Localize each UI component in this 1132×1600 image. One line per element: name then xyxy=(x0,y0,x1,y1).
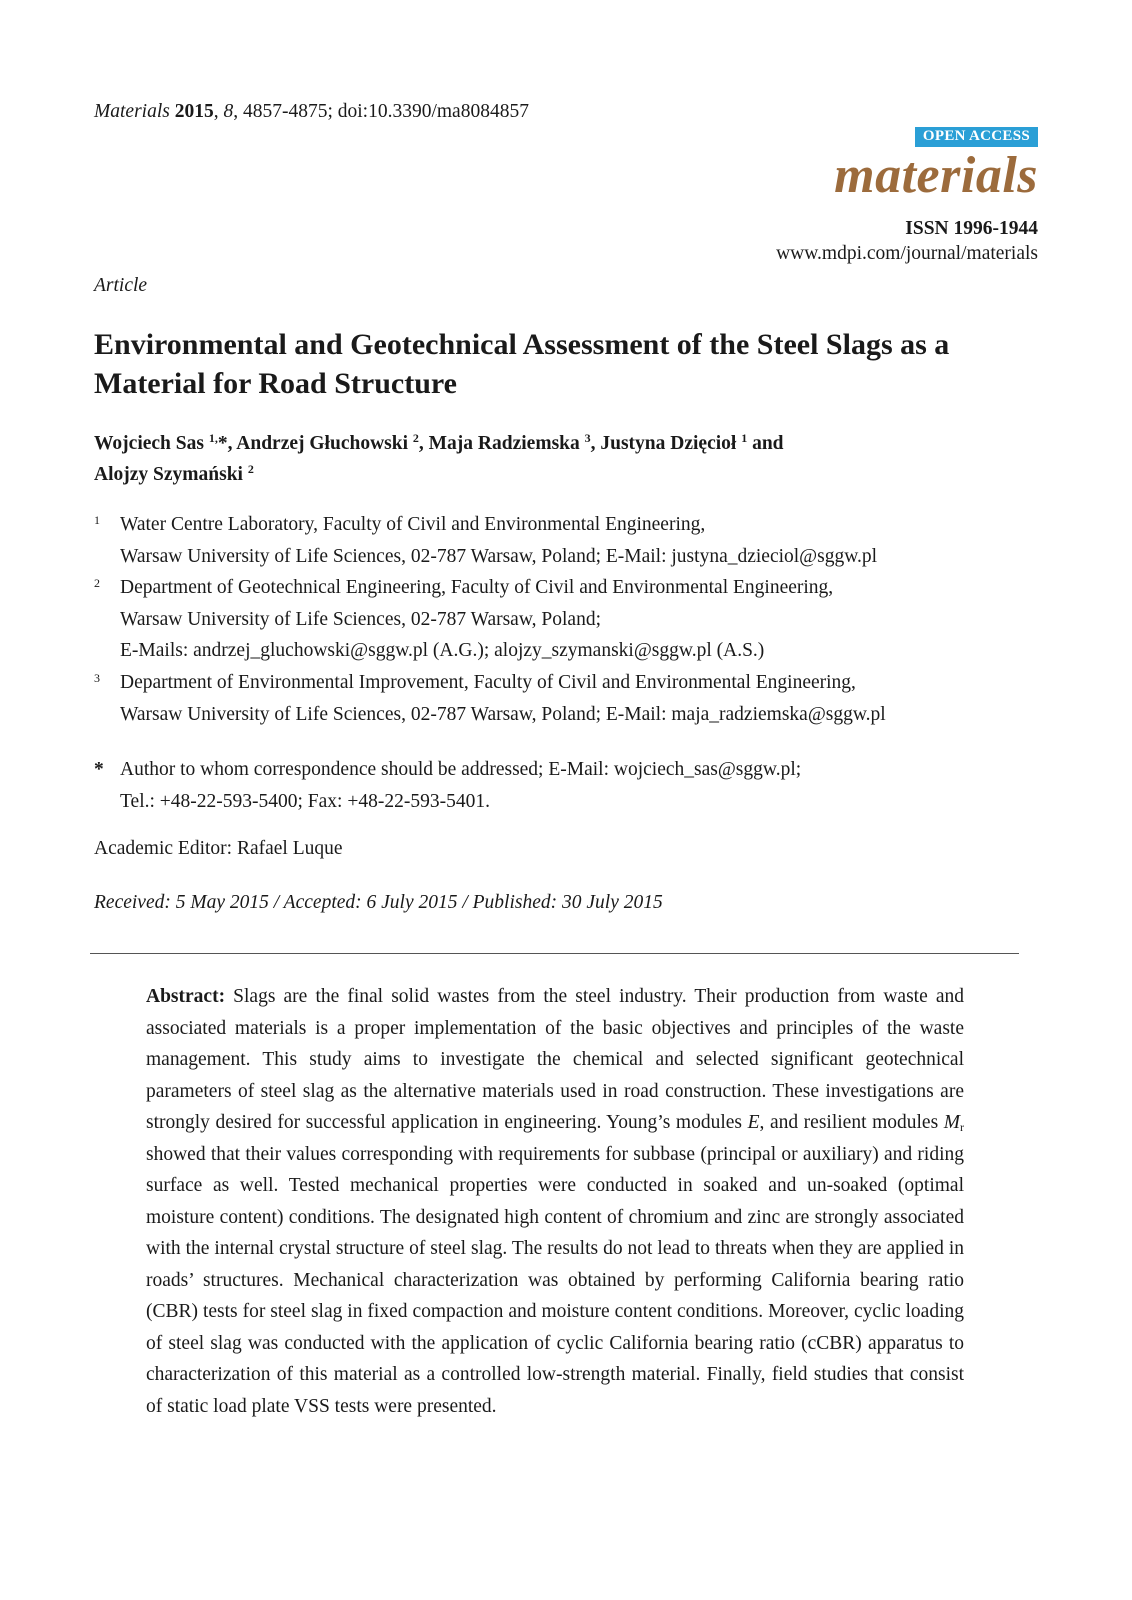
issn: ISSN 1996-1944 xyxy=(905,218,1038,239)
open-access-badge: OPEN ACCESS xyxy=(915,127,1038,147)
abstract-text: Slags are the final solid wastes from the steel industry. Their production from waste and associated materials is a proper implementation of the basic objectives and principles of the waste management. This study aims to investigate the chemical and selected significant geotechnical parameters of steel slag as the alternative materials used in road construction. These investigations are strongly desired for successful application in engineering. Young’s modules xyxy=(146,986,964,1133)
article-type: Article xyxy=(94,275,148,296)
affiliation-line: Warsaw University of Life Sciences, 02-787 Warsaw, Poland; xyxy=(120,608,601,630)
journal-url[interactable]: www.mdpi.com/journal/materials xyxy=(776,243,1038,264)
citation-line: Materials 2015, 8, 4857-4875; doi:10.3390/ma8084857 xyxy=(94,101,529,122)
section-divider xyxy=(90,953,1019,954)
author-affiliation-mark: 3 xyxy=(584,431,591,445)
author-affiliation-mark: 1 xyxy=(741,431,748,445)
affiliation-number: 3 xyxy=(94,671,100,685)
author-name: Maja Radziemska xyxy=(428,433,580,454)
affiliation-1 xyxy=(94,509,1054,572)
affiliation-line: Warsaw University of Life Sciences, 02-787 Warsaw, Poland; E-Mail: justyna_dzieciol@sggw.pl xyxy=(120,545,878,567)
publication-dates: Received: 5 May 2015 / Accepted: 6 July 2015 / Published: 30 July 2015 xyxy=(94,892,663,913)
author-affiliation-mark: 2 xyxy=(247,462,254,476)
correspondence-line: Author to whom correspondence should be addressed; E-Mail: wojciech_sas@sggw.pl; xyxy=(120,759,802,780)
abstract xyxy=(146,981,964,1422)
affiliation-number: 1 xyxy=(94,513,100,527)
abstract-text: showed that their values corresponding with requirements for subbase (principal or auxiliary) and riding surface as well. Tested mechanical properties were conducted in soaked and un-soaked (optimal moisture content) conditions. The designated high content of chromium and zinc are strongly associated with the internal crystal structure of steel slag. The results do not lead to threats when they are applied in roads’ structures. Mechanical characterization was obtained by performing California bearing ratio (CBR) tests for steel slag in fixed compaction and moisture content conditions. Moreover, cyclic loading of steel slag was conducted with the application of cyclic California bearing ratio (cCBR) apparatus to characterization of this material as a controlled low-strength material. Finally, field studies that consist of static load plate VSS tests were presented. xyxy=(146,1143,964,1417)
author-affiliation-mark: 2 xyxy=(412,431,419,445)
and-word: and xyxy=(752,433,784,454)
affiliation-line: Warsaw University of Life Sciences, 02-787 Warsaw, Poland; E-Mail: maja_radziemska@sggw.pl xyxy=(120,703,886,725)
affiliation-line: Water Centre Laboratory, Faculty of Civil and Environmental Engineering, xyxy=(120,514,706,535)
affiliation-2 xyxy=(94,572,1054,667)
symbol-m-subscript: r xyxy=(959,1120,964,1134)
citation-pages-doi: 4857-4875; doi:10.3390/ma8084857 xyxy=(242,101,529,122)
author-name: Justyna Dzięcioł xyxy=(600,433,737,454)
author-name: Andrzej Głuchowski xyxy=(236,433,409,454)
abstract-label: Abstract: xyxy=(146,986,226,1007)
affiliation-line: Department of Environmental Improvement, Faculty of Civil and Environmental Engineering, xyxy=(120,672,856,693)
symbol-m: M xyxy=(943,1112,960,1133)
abstract-text: , and resilient modules xyxy=(759,1112,944,1133)
citation-year: 2015 xyxy=(174,101,214,122)
affiliation-line: Department of Geotechnical Engineering, Faculty of Civil and Environmental Engineering, xyxy=(120,577,834,598)
affiliation-line: E-Mails: andrzej_gluchowski@sggw.pl (A.G.); alojzy_szymanski@sggw.pl (A.S.) xyxy=(120,640,765,661)
correspondence-note xyxy=(94,754,1054,817)
author-list: Wojciech Sas $^{1,}$*, Andrzej Głuchowski $^2$, Maja Radziemska $^3$, Justyna Dzięcioł $^1$ and Alojzy Szymański $^2$ xyxy=(94,431,784,485)
citation-volume: 8 xyxy=(223,101,234,122)
affiliation-number: 2 xyxy=(94,576,100,590)
academic-editor: Academic Editor: Rafael Luque xyxy=(94,838,343,859)
paper-title: Environmental and Geotechnical Assessment of the Steel Slags as a Material for Road Structure xyxy=(94,328,950,400)
journal-logo: materials xyxy=(834,147,1038,204)
symbol-e: E xyxy=(747,1112,760,1133)
affiliation-3 xyxy=(94,667,1054,730)
correspondence-line: Tel.: +48-22-593-5400; Fax: +48-22-593-5401. xyxy=(120,790,490,812)
author-name: Alojzy Szymański xyxy=(94,464,243,485)
corresponding-mark: * xyxy=(217,433,228,454)
author-name: Wojciech Sas xyxy=(94,433,204,454)
author-affiliation-mark: 1, xyxy=(208,431,218,445)
journal-italic: Materials xyxy=(94,101,170,122)
correspondence-mark: * xyxy=(94,759,104,780)
